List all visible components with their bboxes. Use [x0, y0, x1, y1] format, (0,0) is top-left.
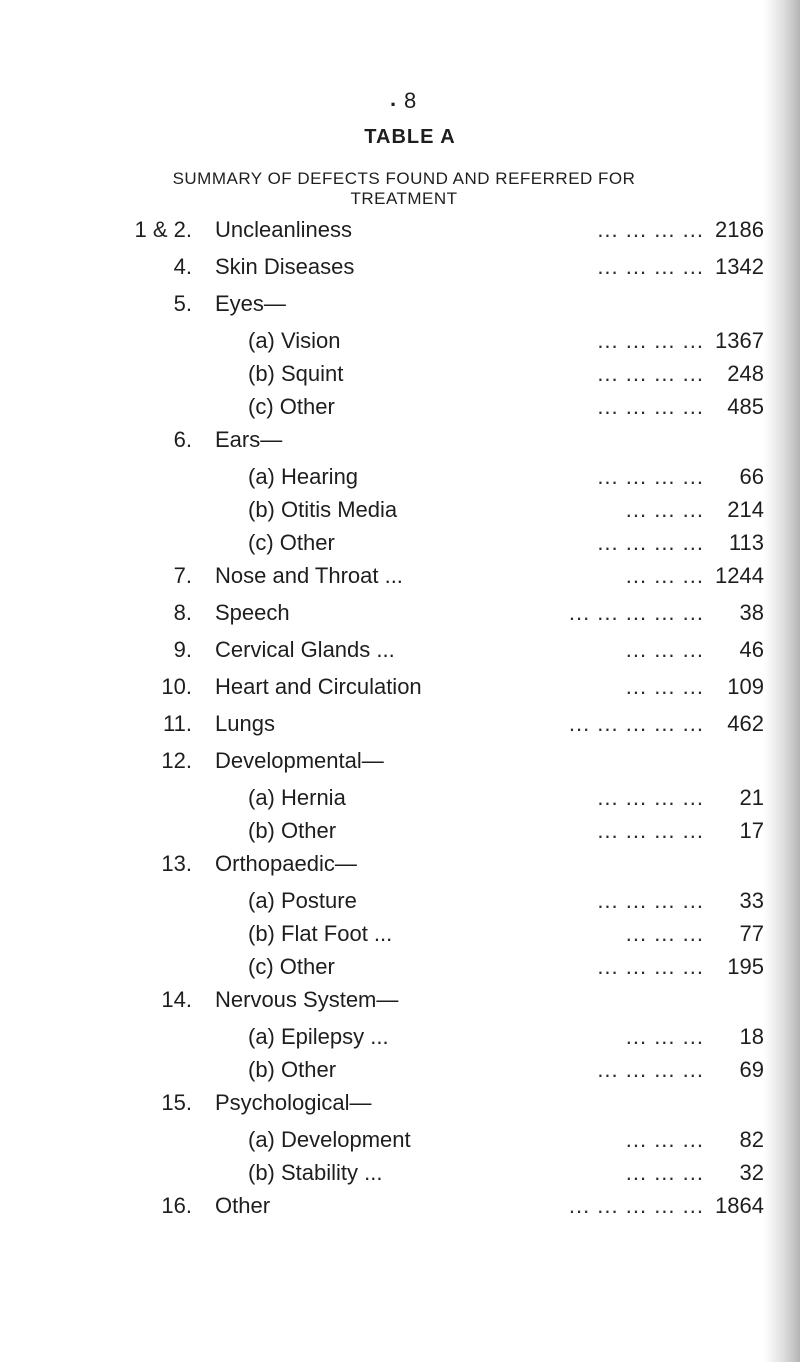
table-row	[0, 213, 800, 250]
row-number: 7.	[173, 563, 192, 588]
row-value: 1244	[715, 563, 764, 588]
row-label: (a) Posture	[248, 888, 357, 913]
table-subtitle	[0, 169, 800, 209]
row-value: 248	[727, 361, 764, 386]
table-row	[0, 559, 800, 596]
row-label: (a) Development	[248, 1127, 411, 1152]
leader-dots: ... ... ...	[625, 674, 704, 699]
row-value: 33	[739, 888, 764, 913]
table-row	[0, 460, 800, 493]
leader-dots: ... ... ... ...	[597, 1057, 704, 1082]
row-label: (a) Epilepsy ...	[248, 1024, 389, 1049]
row-label: Orthopaedic—	[215, 851, 357, 876]
row-number: 5.	[173, 291, 192, 316]
leader-dots: ... ... ... ...	[597, 254, 704, 279]
table-row	[0, 250, 800, 287]
table-row	[0, 847, 800, 884]
table-row	[0, 917, 800, 950]
table-row	[0, 287, 800, 324]
row-label: Heart and Circulation	[215, 674, 422, 699]
table-row	[0, 884, 800, 917]
row-label: (b) Otitis Media	[248, 497, 398, 522]
defects-table	[0, 213, 800, 1226]
row-number: 10.	[161, 674, 192, 699]
row-label: Ears—	[215, 427, 283, 452]
leader-dots: ... ... ... ...	[597, 328, 704, 353]
table-row	[0, 814, 800, 847]
table-row	[0, 707, 800, 744]
leader-dots: ... ... ...	[625, 637, 704, 662]
row-number: 8.	[173, 600, 192, 625]
table-title: TABLE A	[364, 126, 456, 148]
row-value: 462	[727, 711, 764, 736]
table-row	[0, 670, 800, 707]
leader-dots: ... ... ...	[625, 1127, 704, 1152]
table-row	[0, 423, 800, 460]
leader-dots: ... ... ...	[625, 563, 704, 588]
row-value: 214	[727, 497, 764, 522]
row-value: 1864	[715, 1193, 764, 1218]
row-label: Skin Diseases	[215, 254, 355, 279]
leader-dots: ... ... ... ...	[597, 464, 704, 489]
table-row	[0, 1053, 800, 1086]
leader-dots: ... ... ... ...	[597, 818, 704, 843]
row-label: Lungs	[215, 711, 275, 736]
row-label: (c) Other	[248, 530, 335, 555]
row-value: 1342	[715, 254, 764, 279]
row-label: (c) Other	[248, 394, 335, 419]
row-label: (a) Hearing	[248, 464, 359, 489]
row-label: Developmental—	[215, 748, 384, 773]
subtitle-line-2: TREATMENT	[350, 189, 458, 208]
row-value: 18	[739, 1024, 764, 1049]
row-value: 69	[739, 1057, 764, 1082]
row-number: 6.	[173, 427, 192, 452]
leader-dots: ... ... ... ...	[597, 394, 704, 419]
row-number: 15.	[161, 1090, 192, 1115]
leader-dots: ... ... ... ...	[597, 954, 704, 979]
leader-dots: ... ... ... ... ...	[568, 600, 704, 625]
table-row	[0, 324, 800, 357]
table-row	[0, 633, 800, 670]
row-label: Speech	[215, 600, 290, 625]
subtitle-line-1: SUMMARY OF DEFECTS FOUND AND REFERRED FOR	[172, 169, 636, 188]
row-label: (b) Flat Foot ...	[248, 921, 393, 946]
table-row	[0, 983, 800, 1020]
row-value: 77	[739, 921, 764, 946]
row-label: Nose and Throat ...	[215, 563, 403, 588]
row-label: Psychological—	[215, 1090, 372, 1115]
row-value: 109	[727, 674, 764, 699]
table-row	[0, 744, 800, 781]
leader-dots: ... ... ... ... ...	[568, 711, 704, 736]
leader-dots: ... ... ... ... ...	[568, 1193, 704, 1218]
leader-dots: ... ... ... ...	[597, 785, 704, 810]
leader-dots: ... ... ... ...	[597, 888, 704, 913]
row-label: Uncleanliness	[215, 217, 352, 242]
row-value: 485	[727, 394, 764, 419]
row-value: 21	[739, 785, 764, 810]
table-row	[0, 1020, 800, 1053]
row-value: 17	[739, 818, 764, 843]
row-number: 16.	[161, 1193, 192, 1218]
leader-dots: ... ... ... ...	[597, 217, 704, 242]
row-number: 1 & 2.	[134, 217, 192, 242]
leader-dots: ... ... ...	[625, 1024, 704, 1049]
table-row	[0, 390, 800, 423]
row-label: Other	[215, 1193, 271, 1218]
table-row	[0, 1086, 800, 1123]
row-label: Nervous System—	[215, 987, 399, 1012]
row-label: (b) Stability ...	[248, 1160, 383, 1185]
row-number: 9.	[173, 637, 192, 662]
table-row	[0, 1156, 800, 1189]
row-number: 12.	[161, 748, 192, 773]
row-label: (b) Squint	[248, 361, 344, 386]
row-value: 2186	[715, 217, 764, 242]
row-label: (c) Other	[248, 954, 335, 979]
row-value: 46	[739, 637, 764, 662]
table-row	[0, 493, 800, 526]
row-label: Eyes—	[215, 291, 286, 316]
table-row	[0, 526, 800, 559]
row-number: 11.	[163, 711, 192, 736]
leader-dots: ... ... ... ...	[597, 361, 704, 386]
table-row	[0, 596, 800, 633]
row-value: 38	[739, 600, 764, 625]
row-value: 195	[727, 954, 764, 979]
row-label: (a) Hernia	[248, 785, 346, 810]
table-row	[0, 781, 800, 814]
leader-dots: ... ... ...	[625, 497, 704, 522]
table-row	[0, 950, 800, 983]
page-number: . 8	[404, 88, 416, 114]
row-value: 113	[728, 530, 764, 555]
leader-dots: ... ... ...	[625, 921, 704, 946]
table-row	[0, 1123, 800, 1156]
row-label: Cervical Glands ...	[215, 637, 395, 662]
leader-dots: ... ... ... ...	[597, 530, 704, 555]
row-value: 66	[739, 464, 764, 489]
row-number: 4.	[173, 254, 192, 279]
row-number: 13.	[161, 851, 192, 876]
row-number: 14.	[161, 987, 192, 1012]
table-row	[0, 357, 800, 390]
row-label: (b) Other	[248, 1057, 337, 1082]
row-value: 32	[739, 1160, 764, 1185]
table-row	[0, 1189, 800, 1226]
leader-dots: ... ... ...	[625, 1160, 704, 1185]
row-value: 82	[739, 1127, 764, 1152]
row-label: (b) Other	[248, 818, 337, 843]
row-label: (a) Vision	[248, 328, 341, 353]
row-value: 1367	[715, 328, 764, 353]
